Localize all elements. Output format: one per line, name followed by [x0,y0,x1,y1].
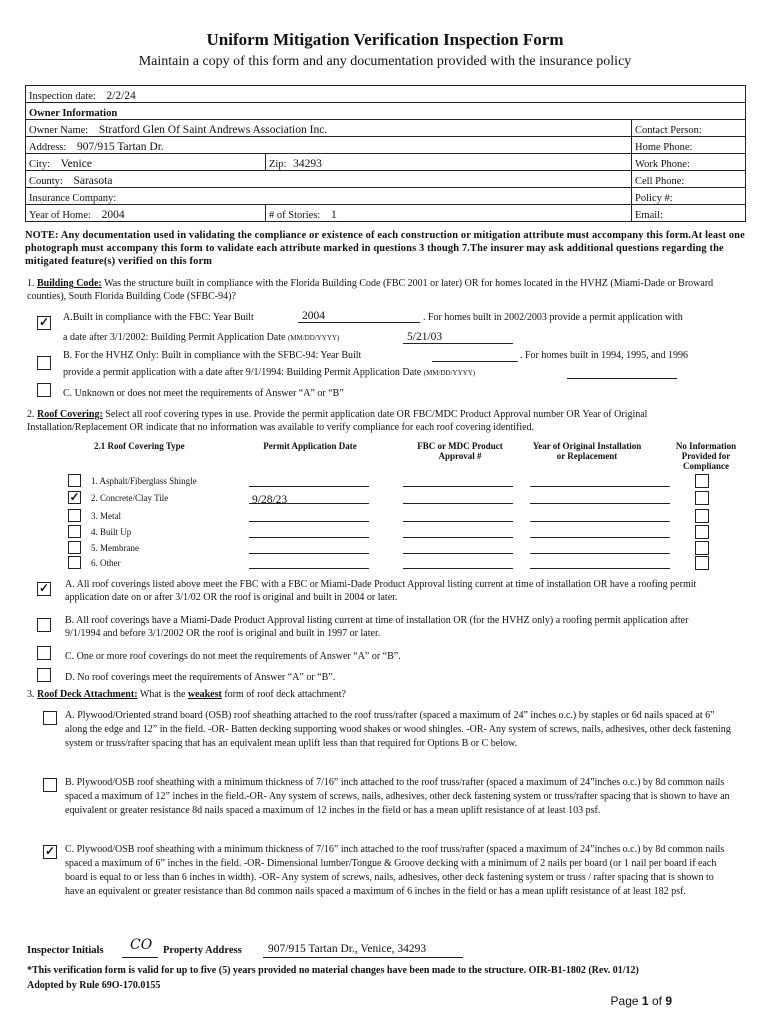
roof-type-label: 4. Built Up [91,527,132,537]
roof-year-line[interactable] [530,537,670,538]
property-address-label: Property Address [163,945,242,956]
q2-b-checkbox[interactable] [37,618,51,632]
roof-type-checkbox[interactable]: ✓ [69,490,80,504]
q3-b-label: B. Plywood/OSB roof sheathing with a minimum thickness of 7/16” inch attached to the roof truss/rafter (spaced a maximum of 24”inches o.c.) by 8d common nails spaced a maximum of 12” inches in the field.-OR- Any system of screws, nails, adhesives, other deck fastening system or truss/rafter spacing that is shown to have an equivalent or greater resistance 8d nails spaced a maximum of 12 inches in the field or has a mean uplift resistance of at least 103 psf. [65,777,730,816]
q1-b-label-3: provide a permit application with a date after 9/1/1994: Building Permit Application Date (MM/DD/YYYY) [63,367,476,378]
q2-c-checkbox[interactable] [37,646,51,660]
year-of-home-field[interactable]: Year of Home: 2004 [26,205,266,222]
zip-value: 34293 [293,158,322,170]
stories-value: 1 [330,209,337,221]
q3-b-checkbox[interactable] [43,778,57,792]
roof-no-info-checkbox[interactable] [695,474,709,488]
roof-approval-line[interactable] [403,553,513,554]
insurance-company-field[interactable]: Insurance Company: [26,188,632,205]
q1-b-label-2: . For homes built in 1994, 1995, and 1996 [520,350,689,361]
property-address-line [263,957,463,958]
tile-permit-date-value[interactable]: 9/28/23 [252,494,288,506]
address-field[interactable]: Address: 907/915 Tartan Dr. [26,137,632,154]
col-permit-date: Permit Application Date [263,441,357,451]
note-text: NOTE: Any documentation used in validating the compliance or existence of each construction or mitigation attribute must accompany this form.At least one photograph must accompany this form to validate each attribute marked in questions 3 though 7.The insurer may ask additional questions regarding the mitigated feature(s) verified on this form [25,230,745,267]
q3-label: Roof Deck Attachment: [37,689,138,700]
roof-no-info-checkbox[interactable] [695,491,709,505]
q3-c-checkbox[interactable]: ✓ [44,844,56,858]
contact-person-field[interactable]: Contact Person: [632,120,746,137]
q2-a-checkbox[interactable]: ✓ [38,581,50,595]
q2-c-label: C. One or more roof coverings do not meet the requirements of Answer “A” or “B”. [65,651,401,662]
initials-line [122,957,158,958]
inspection-date-value: 2/2/24 [106,90,136,102]
home-phone-field[interactable]: Home Phone: [632,137,746,154]
q3-c-label: C. Plywood/OSB roof sheathing with a minimum thickness of 7/16” inch attached to the roof truss/rafter (spaced a maximum of 24”inches o.c.) by 8d common nails spaced a maximum of 6” inches in the field. -OR- Dimensional lumber/Tongue & Groove decking with a minimum of 2 nails per board (or 1 nail per board if each board is equal to or less than 6 inches in width). -OR- Any system of screws, nails, adhesives, other deck fastening system or truss / rafter spacing that is shown to have an equivalent or greater resistance than 8d common nails spaced a maximum of 6 inches in the field or has a mean uplift resistance of at least 182 psf. [65,844,725,897]
roof-approval-line[interactable] [403,521,513,522]
q1-c-checkbox[interactable] [37,383,51,397]
roof-approval-line[interactable] [403,568,513,569]
roof-year-line[interactable] [530,503,670,504]
q1-b-checkbox[interactable] [37,356,51,370]
inspection-date-field[interactable]: Inspection date: 2/2/24 [26,86,746,103]
roof-no-info-checkbox[interactable] [695,525,709,539]
roof-year-line[interactable] [530,568,670,569]
roof-permit-date-line[interactable] [249,568,369,569]
col-roof-covering-type: 2.1 Roof Covering Type [94,441,185,451]
q1-a-year-line [298,322,420,323]
q1-label: Building Code: [37,278,102,289]
roof-permit-date-line[interactable] [249,553,369,554]
q3-question: 3. Roof Deck Attachment: What is the weakest form of roof deck attachment? [27,689,346,700]
col-product-approval: FBC or MDC Product Approval # [417,441,503,461]
form-title: Uniform Mitigation Verification Inspection Form [206,30,564,49]
city-value: Venice [60,158,92,170]
inspector-initials-label: Inspector Initials [27,945,104,956]
form-subtitle: Maintain a copy of this form and any documentation provided with the insurance policy [138,54,632,69]
q1-a-date-line [403,343,513,344]
owner-info-heading: Owner Information [26,103,746,120]
roof-type-checkbox[interactable] [68,525,81,538]
roof-year-line[interactable] [530,553,670,554]
owner-name-value: Stratford Glen Of Saint Andrews Association Inc. [98,124,328,136]
q2-label: Roof Covering: [37,409,103,420]
city-field[interactable]: City: Venice [26,154,266,171]
col-no-information: No Information Provided for Compliance [675,441,737,471]
year-of-home-value: 2004 [101,209,125,221]
roof-permit-date-line[interactable] [249,486,369,487]
owner-name-field[interactable]: Owner Name: Stratford Glen Of Saint Andrews Association Inc. [26,120,632,137]
roof-type-label: 6. Other [91,558,121,568]
email-field[interactable]: Email: [632,205,746,222]
q3-a-checkbox[interactable] [43,711,57,725]
q1-c-label: C. Unknown or does not meet the requirements of Answer “A” or “B” [63,388,344,399]
policy-number-field[interactable]: Policy #: [632,188,746,205]
q3-a-label: A. Plywood/Oriented strand board (OSB) roof sheathing attached to the roof truss/rafter (spaced a maximum of 24” inches o.c.) by staples or 6d nails spaced at 6” along the edge and 12” in the field. -OR- Batten decking supporting wood shakes or wood shingles. -OR- Any system of screws, nails, adhesives, other deck fastening system or truss/rafter spacing that has an equivalent mean uplift less than that required for Options B or C below. [65,710,731,749]
roof-no-info-checkbox[interactable] [695,509,709,523]
cell-phone-field[interactable]: Cell Phone: [632,171,746,188]
roof-type-checkbox[interactable] [68,541,81,554]
q1-b-label: B. For the HVHZ Only: Built in compliance with the SFBC-94: Year Built [63,350,362,361]
q1-b-year-line[interactable] [432,361,518,362]
validity-notice: *This verification form is valid for up to five (5) years provided no material changes have been made to the structure. OIR-B1-1802 (Rev. 01/12) [27,965,639,976]
roof-type-checkbox[interactable] [68,556,81,569]
county-field[interactable]: County: Sarasota [26,171,632,188]
q1-a-year-value[interactable]: 2004 [302,310,325,322]
county-value: Sarasota [73,175,113,187]
q2-a-label: A. All roof coverings listed above meet the FBC with a FBC or Miami-Dade Product Approval listing current at time of installation OR have a roofing permit application date on or after 3/1/02 OR the roof is original and built in 2004 or later. [65,579,697,603]
roof-no-info-checkbox[interactable] [695,556,709,570]
roof-type-label: 2. Concrete/Clay Tile [91,493,169,503]
roof-type-label: 1. Asphalt/Fiberglass Shingle [91,476,197,486]
q1-question: 1. Building Code: Was the structure built in compliance with the Florida Building Code (FBC 2001 or later) OR for homes located in the HVHZ (Miami-Dade or Broward counties), South Florida Building Code (SFBC-94)? [27,278,714,302]
work-phone-field[interactable]: Work Phone: [632,154,746,171]
roof-permit-date-line[interactable] [249,521,369,522]
roof-approval-line[interactable] [403,486,513,487]
q3-weakest: weakest [187,689,222,700]
q1-a-label-2: . For homes built in 2002/2003 provide a permit application with [423,312,683,323]
roof-type-checkbox[interactable] [68,474,81,487]
q1-a-checkbox[interactable]: ✓ [38,315,50,329]
owner-info-table [25,85,746,222]
roof-type-checkbox[interactable] [68,509,81,522]
roof-year-line[interactable] [530,521,670,522]
roof-permit-date-line[interactable] [249,537,369,538]
zip-field[interactable]: Zip: 34293 [266,154,632,171]
roof-no-info-checkbox[interactable] [695,541,709,555]
roof-approval-line[interactable] [403,537,513,538]
inspector-initials-signature[interactable]: CO [130,937,153,953]
roof-year-line[interactable] [530,486,670,487]
q1-a-label-3: a date after 3/1/2002: Building Permit Application Date (MM/DD/YYYY) [63,332,340,343]
q2-question: 2. Roof Covering: Select all roof covering types in use. Provide the permit application date OR FBC/MDC Product Approval number OR Year of Original Installation/Replacement OR indicate that no information was available to verify compliance for each roof covering identified. [27,409,648,433]
property-address-value[interactable]: 907/915 Tartan Dr., Venice, 34293 [268,943,427,955]
q1-a-date-value[interactable]: 5/21/03 [407,331,443,343]
adopted-rule: Adopted by Rule 69O-170.0155 [27,980,161,991]
address-value: 907/915 Tartan Dr. [76,141,164,153]
q2-d-label: D. No roof coverings meet the requirements of Answer “A” or “B”. [65,672,336,683]
col-year-installation: Year of Original Installation or Replacement [532,441,642,461]
q2-d-checkbox[interactable] [37,668,51,682]
q2-b-label: B. All roof coverings have a Miami-Dade Product Approval listing current at time of installation OR (for the HVHZ only) a roofing permit application after 9/1/1994 and before 3/1/2002 OR the roof is original and built in 1997 or later. [65,615,689,639]
roof-type-label: 5. Membrane [91,543,139,553]
roof-type-label: 3. Metal [91,511,121,521]
stories-field[interactable]: # of Stories: 1 [266,205,632,222]
roof-approval-line[interactable] [403,503,513,504]
q1-b-date-line[interactable] [567,378,677,379]
q1-a-label: A.Built in compliance with the FBC: Year Built [63,312,254,323]
page-number: Page 1 of 9 [610,994,672,1008]
